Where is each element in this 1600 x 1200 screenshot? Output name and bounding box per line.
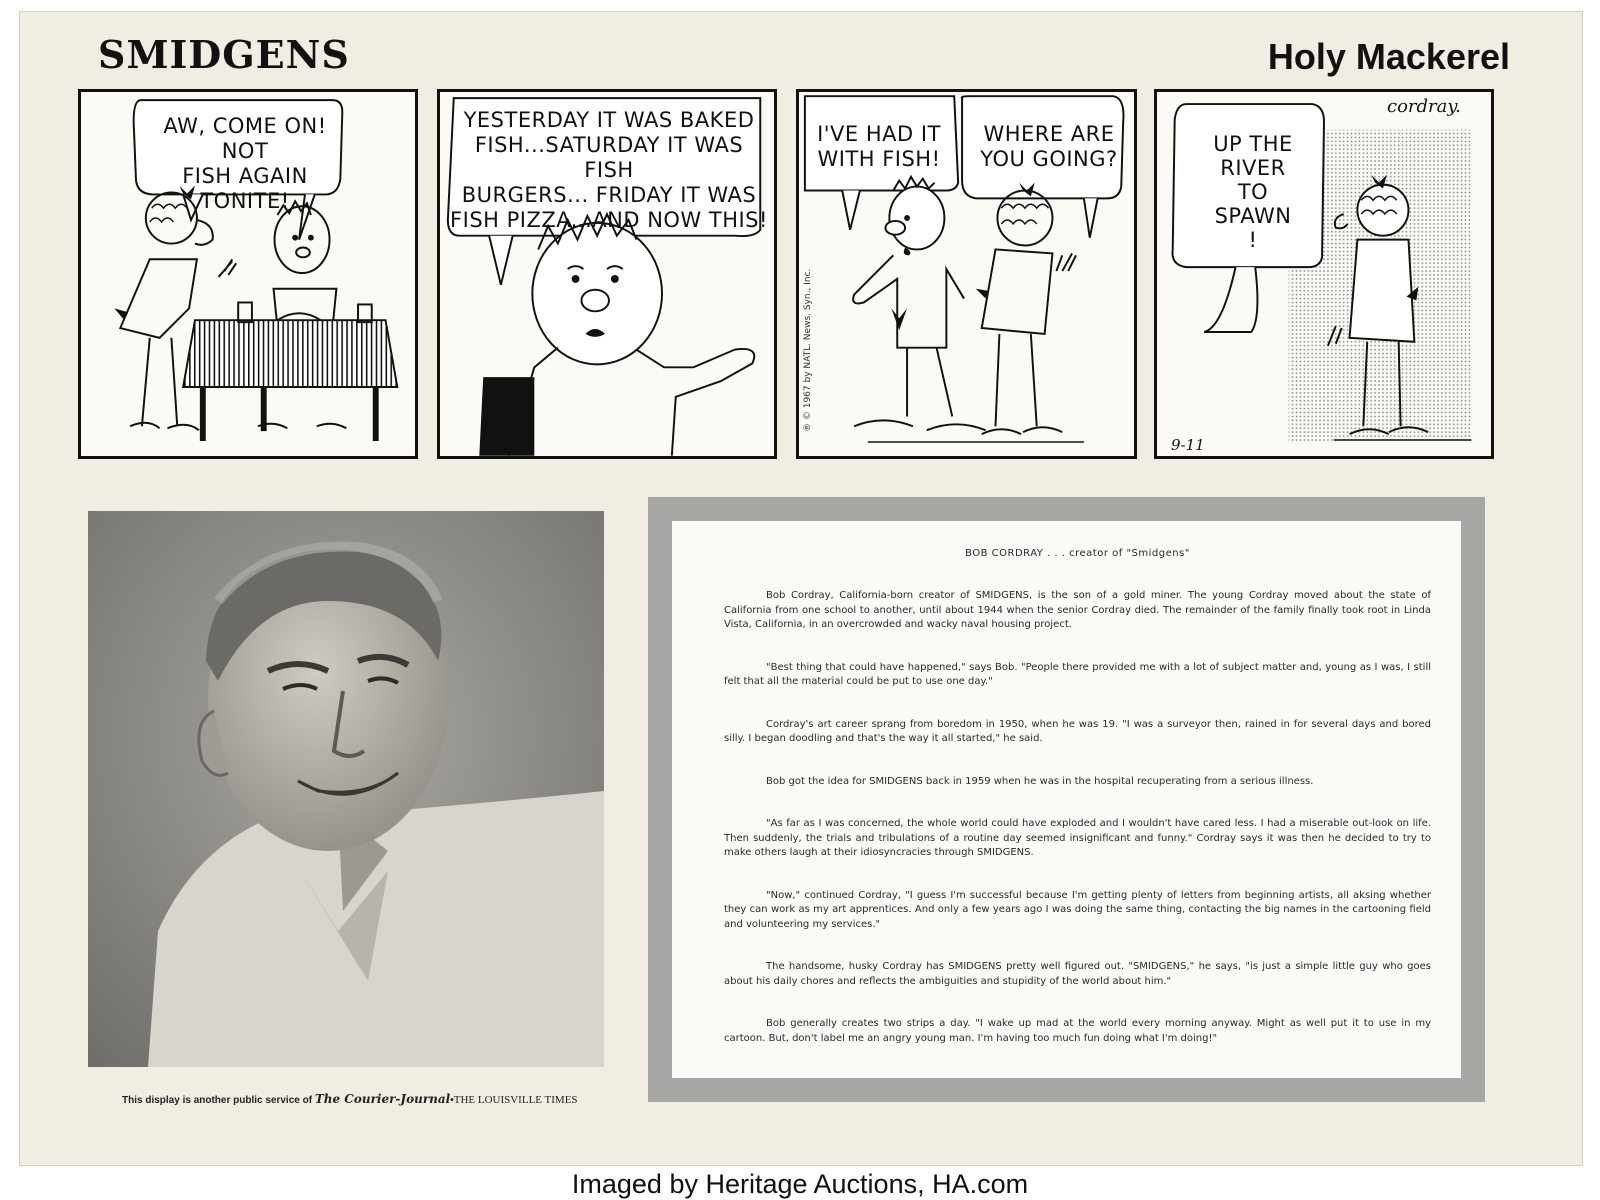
strip-date: 9-11 [1171,436,1205,454]
biography-paragraph: Bob Cordray, California-born creator of SMIDGENS, is the son of a gold miner. The young Cordray moved about the state of California from one school to another, until about 1944 when the senior Cordray died. The remainder of the family finally took root in Linda Vista, California, in an overcrowded and wacky naval housing project. [724,590,1431,630]
display-poster [20,12,1582,1165]
comic-panel-1 [78,89,418,459]
balloon-text: I'VE HAD IT WITH FISH! [817,122,941,171]
balloon-text: UP THE RIVER TO SPAWN ! [1213,132,1293,252]
strip-subtitle: Holy Mackerel [1267,36,1510,77]
biography-heading: BOB CORDRAY . . . creator of "Smidgens" [965,548,1190,559]
comic-panel-2 [437,89,777,459]
biography-paragraph: Cordray's art career sprang from boredom in 1950, when he was 19. "I was a surveyor then, rained in for several days and bored silly. I began doodling and that's the way it all started," he said. [724,718,1431,744]
biography-paragraph: "As far as I was concerned, the whole world could have exploded and I wouldn't have cared less. I had a miserable out-look on life. Then suddenly, the trials and tribulations of a routine day seemed insignificant and funny." Cordray says it was then he decided to try to make others laugh at their idiosyncracies through SMIDGENS. [724,818,1431,858]
artist-signature: cordray. [1387,96,1461,117]
second-newspaper-name: THE LOUISVILLE TIMES [453,1094,578,1106]
image-credit: Imaged by Heritage Auctions, HA.com [571,1169,1029,1199]
biography-frame [648,497,1485,1102]
service-text: This display is another public service of [122,1095,313,1106]
biography-card [672,521,1461,1078]
comic-panel-4 [1154,89,1494,459]
balloon-text: WHERE ARE YOU GOING? [980,122,1118,171]
separator-dot: • [450,1095,454,1106]
portrait-image [88,511,604,1067]
copyright-notice: ® © 1967 by NATL. News. Syn., Inc. [803,268,813,432]
balloon-text: AW, COME ON! NOT FISH AGAIN TONITE! [163,114,327,213]
biography-paragraph: Bob generally creates two strips a day. "I wake up mad at the world every morning anyway. Might as well put it to use in my cartoon. But, don't label me an angry young man. I'm having too much fun doing what I'm doing!" [724,1018,1431,1044]
biography-paragraph: "Now," continued Cordray, "I guess I'm successful because I'm getting plenty of letters from beginning artists, all aksing whether they can work as my art apprentices. And only a few years ago I was doing the same thing, contacting the big names in the cartooning field and volunteering my services." [724,889,1431,930]
creator-portrait-photo [88,511,604,1067]
strip-title: SMIDGENS [98,32,350,77]
biography-paragraph: "Best thing that could have happened," says Bob. "People there provided me with a lot of subject matter and, young as I was, I still felt that all the material could be put to use one day." [724,661,1431,687]
biography-paragraph: Bob got the idea for SMIDGENS back in 1959 when he was in the hospital recuperating from a serious illness. [766,775,1314,787]
newspaper-name: The Courier-Journal [314,1092,451,1106]
biography-paragraph: The handsome, husky Cordray has SMIDGENS pretty well figured out. "SMIDGENS," he says, "is just a simple little guy who goes about his daily chores and reflects the ambiguities and stupidity of the world about him." [724,961,1431,987]
public-service-line [122,1092,578,1106]
balloon-text: YESTERDAY IT WAS BAKED FISH...SATURDAY IT WAS FISH BURGERS... FRIDAY IT WAS FISH PIZZA...AND NOW THIS! [450,108,768,232]
comic-panel-3 [796,89,1137,459]
